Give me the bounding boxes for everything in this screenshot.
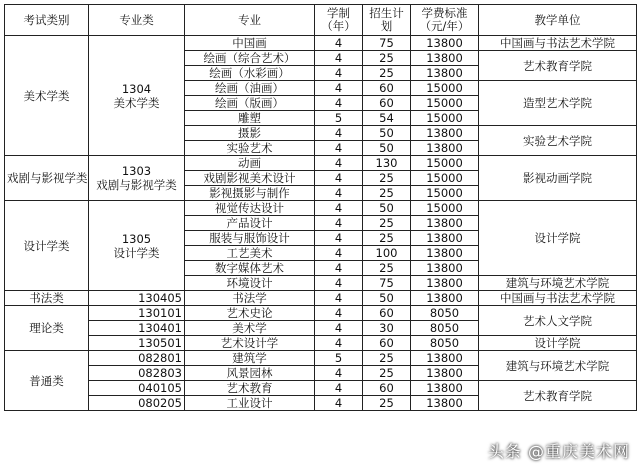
major-cell: 绘画（油画） xyxy=(185,81,315,96)
major-cell: 实验艺术 xyxy=(185,141,315,156)
fee-cell: 15000 xyxy=(411,156,479,171)
header-tuition: 学费标准（元/年） xyxy=(411,5,479,36)
years-cell: 4 xyxy=(315,81,363,96)
fee-cell: 13800 xyxy=(411,366,479,381)
years-cell: 4 xyxy=(315,336,363,351)
major-cell: 中国画 xyxy=(185,36,315,51)
plan-cell: 30 xyxy=(363,321,411,336)
exam-category-cell: 美术学类 xyxy=(5,36,89,156)
plan-cell: 60 xyxy=(363,81,411,96)
fee-cell: 15000 xyxy=(411,171,479,186)
major-category-cell: 1305 设计学类 xyxy=(89,201,185,291)
major-cell: 服装与服饰设计 xyxy=(185,231,315,246)
fee-cell: 13800 xyxy=(411,66,479,81)
years-cell: 4 xyxy=(315,201,363,216)
major-cell: 建筑学 xyxy=(185,351,315,366)
major-cell: 美术学 xyxy=(185,321,315,336)
unit-cell: 实验艺术学院 xyxy=(479,126,637,156)
major-cell: 戏剧影视美术设计 xyxy=(185,171,315,186)
major-cell: 工业设计 xyxy=(185,396,315,411)
plan-cell: 25 xyxy=(363,261,411,276)
years-cell: 4 xyxy=(315,156,363,171)
fee-cell: 13800 xyxy=(411,291,479,306)
years-cell: 4 xyxy=(315,396,363,411)
fee-cell: 13800 xyxy=(411,246,479,261)
years-cell: 4 xyxy=(315,381,363,396)
table-row xyxy=(5,291,637,306)
table-row xyxy=(5,36,637,51)
plan-cell: 25 xyxy=(363,366,411,381)
years-cell: 4 xyxy=(315,246,363,261)
major-cell: 绘画（综合艺术） xyxy=(185,51,315,66)
major-code-cell: 130101 xyxy=(89,306,185,321)
years-cell: 4 xyxy=(315,36,363,51)
fee-cell: 8050 xyxy=(411,336,479,351)
major-cell: 视觉传达设计 xyxy=(185,201,315,216)
table-row xyxy=(5,156,637,171)
fee-cell: 13800 xyxy=(411,231,479,246)
fee-cell: 13800 xyxy=(411,351,479,366)
fee-cell: 15000 xyxy=(411,81,479,96)
major-code-cell: 130401 xyxy=(89,321,185,336)
fee-cell: 13800 xyxy=(411,261,479,276)
plan-cell: 25 xyxy=(363,171,411,186)
plan-cell: 50 xyxy=(363,201,411,216)
fee-cell: 8050 xyxy=(411,306,479,321)
table-row xyxy=(5,336,637,351)
plan-cell: 100 xyxy=(363,246,411,261)
header-major-category: 专业类 xyxy=(89,5,185,36)
plan-cell: 25 xyxy=(363,216,411,231)
major-cell: 产品设计 xyxy=(185,216,315,231)
years-cell: 4 xyxy=(315,186,363,201)
plan-cell: 25 xyxy=(363,396,411,411)
header-teaching-unit: 教学单位 xyxy=(479,5,637,36)
years-cell: 4 xyxy=(315,261,363,276)
years-cell: 4 xyxy=(315,51,363,66)
header-exam-category: 考试类别 xyxy=(5,5,89,36)
major-code-cell: 082803 xyxy=(89,366,185,381)
major-code-cell: 130405 xyxy=(89,291,185,306)
fee-cell: 13800 xyxy=(411,36,479,51)
years-cell: 4 xyxy=(315,171,363,186)
major-cell: 绘画（版画） xyxy=(185,96,315,111)
plan-cell: 60 xyxy=(363,381,411,396)
major-cell: 艺术设计学 xyxy=(185,336,315,351)
header-row xyxy=(5,5,637,36)
years-cell: 5 xyxy=(315,111,363,126)
header-major: 专业 xyxy=(185,5,315,36)
major-cell: 数字媒体艺术 xyxy=(185,261,315,276)
fee-cell: 15000 xyxy=(411,201,479,216)
plan-cell: 60 xyxy=(363,96,411,111)
major-cell: 风景园林 xyxy=(185,366,315,381)
unit-cell: 设计学院 xyxy=(479,201,637,276)
years-cell: 5 xyxy=(315,351,363,366)
years-cell: 4 xyxy=(315,276,363,291)
major-cell: 雕塑 xyxy=(185,111,315,126)
years-cell: 4 xyxy=(315,306,363,321)
plan-cell: 25 xyxy=(363,351,411,366)
years-cell: 4 xyxy=(315,141,363,156)
header-enrollment: 招生计划 xyxy=(363,5,411,36)
fee-cell: 13800 xyxy=(411,51,479,66)
watermark-text: 头条 @重庆美术网 xyxy=(487,442,630,461)
years-cell: 4 xyxy=(315,216,363,231)
unit-cell: 艺术教育学院 xyxy=(479,51,637,81)
major-code-cell: 082801 xyxy=(89,351,185,366)
table-row xyxy=(5,351,637,366)
fee-cell: 13800 xyxy=(411,276,479,291)
fee-cell: 8050 xyxy=(411,321,479,336)
major-cell: 影视摄影与制作 xyxy=(185,186,315,201)
plan-cell: 54 xyxy=(363,111,411,126)
major-cell: 环境设计 xyxy=(185,276,315,291)
fee-cell: 13800 xyxy=(411,126,479,141)
table-row xyxy=(5,381,637,396)
major-cell: 艺术史论 xyxy=(185,306,315,321)
plan-cell: 50 xyxy=(363,126,411,141)
unit-cell: 艺术人文学院 xyxy=(479,306,637,336)
unit-cell: 中国画与书法艺术学院 xyxy=(479,36,637,51)
fee-cell: 13800 xyxy=(411,381,479,396)
major-code-cell: 040105 xyxy=(89,381,185,396)
exam-category-cell: 理论类 xyxy=(5,306,89,351)
exam-category-cell: 设计学类 xyxy=(5,201,89,291)
table-row xyxy=(5,201,637,216)
enrollment-table xyxy=(4,4,637,411)
major-cell: 摄影 xyxy=(185,126,315,141)
major-cell: 绘画（水彩画） xyxy=(185,66,315,81)
years-cell: 4 xyxy=(315,96,363,111)
exam-category-cell: 戏剧与影视学类 xyxy=(5,156,89,201)
plan-cell: 50 xyxy=(363,291,411,306)
years-cell: 4 xyxy=(315,231,363,246)
major-code-cell: 130501 xyxy=(89,336,185,351)
plan-cell: 75 xyxy=(363,36,411,51)
years-cell: 4 xyxy=(315,66,363,81)
years-cell: 4 xyxy=(315,366,363,381)
fee-cell: 13800 xyxy=(411,141,479,156)
plan-cell: 50 xyxy=(363,141,411,156)
major-cell: 书法学 xyxy=(185,291,315,306)
fee-cell: 15000 xyxy=(411,96,479,111)
major-category-cell: 1304 美术学类 xyxy=(89,36,185,156)
plan-cell: 25 xyxy=(363,231,411,246)
plan-cell: 60 xyxy=(363,336,411,351)
unit-cell: 建筑与环境艺术学院 xyxy=(479,276,637,291)
plan-cell: 130 xyxy=(363,156,411,171)
years-cell: 4 xyxy=(315,126,363,141)
table-row xyxy=(5,306,637,321)
fee-cell: 13800 xyxy=(411,396,479,411)
fee-cell: 15000 xyxy=(411,186,479,201)
major-cell: 工艺美术 xyxy=(185,246,315,261)
unit-cell: 影视动画学院 xyxy=(479,156,637,201)
major-cell: 动画 xyxy=(185,156,315,171)
unit-cell: 建筑与环境艺术学院 xyxy=(479,351,637,381)
header-duration: 学制（年） xyxy=(315,5,363,36)
major-cell: 艺术教育 xyxy=(185,381,315,396)
exam-category-cell: 普通类 xyxy=(5,351,89,411)
plan-cell: 25 xyxy=(363,186,411,201)
years-cell: 4 xyxy=(315,321,363,336)
years-cell: 4 xyxy=(315,291,363,306)
plan-cell: 25 xyxy=(363,51,411,66)
plan-cell: 60 xyxy=(363,306,411,321)
major-code-cell: 080205 xyxy=(89,396,185,411)
fee-cell: 15000 xyxy=(411,111,479,126)
plan-cell: 25 xyxy=(363,66,411,81)
plan-cell: 75 xyxy=(363,276,411,291)
exam-category-cell: 书法类 xyxy=(5,291,89,306)
unit-cell: 艺术教育学院 xyxy=(479,381,637,411)
unit-cell: 造型艺术学院 xyxy=(479,81,637,126)
fee-cell: 13800 xyxy=(411,216,479,231)
unit-cell: 中国画与书法艺术学院 xyxy=(479,291,637,306)
unit-cell: 设计学院 xyxy=(479,336,637,351)
major-category-cell: 1303 戏剧与影视学类 xyxy=(89,156,185,201)
